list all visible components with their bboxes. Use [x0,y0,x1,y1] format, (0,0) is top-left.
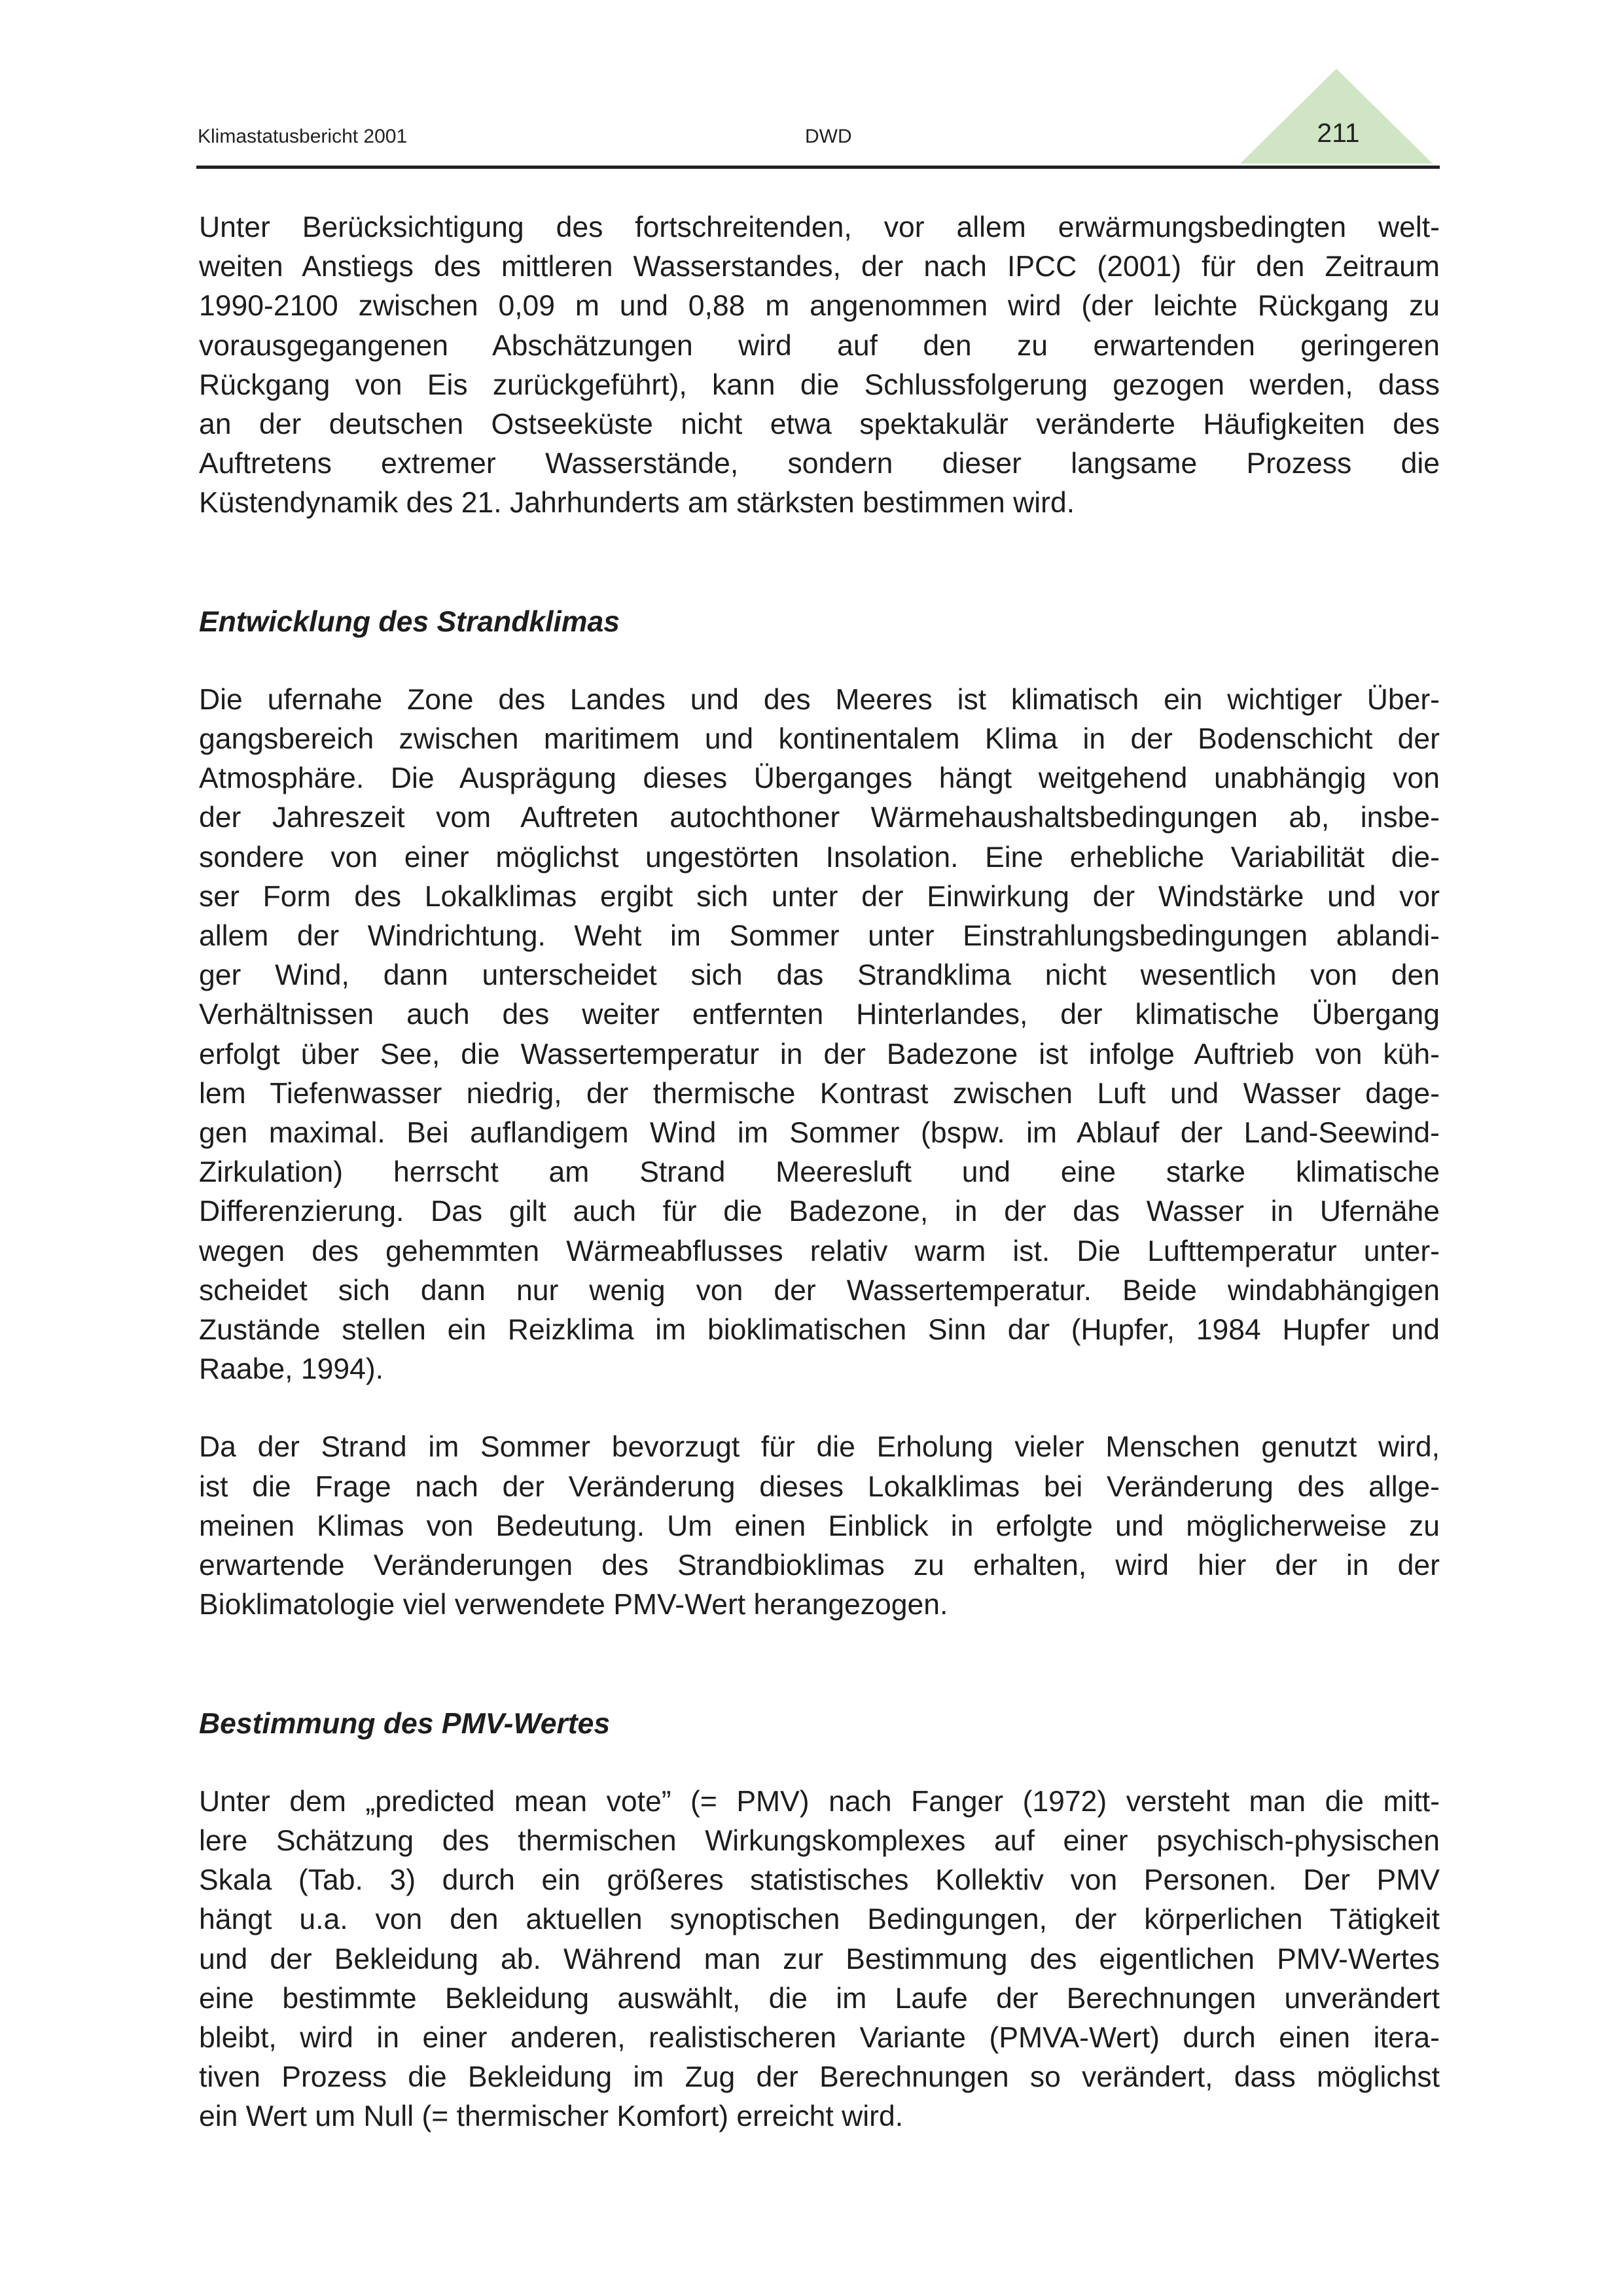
text-line: Raabe, 1994). [199,1353,384,1386]
strandklima-paragraph-1 [199,680,1440,1390]
text-line: Auftretens extremer Wasserstände, sondern dieser langsame Prozess die [199,448,1440,480]
text-line: tiven Prozess die Bekleidung im Zug der Berechnungen so verändert, dass möglichst [199,2061,1440,2094]
text-line: bleibt, wird in einer anderen, realistischeren Variante (PMVA-Wert) durch einen itera- [199,2021,1440,2054]
text-line: Rückgang von Eis zurückgeführt), kann die Schlussfolgerung gezogen werden, dass [199,368,1440,401]
publisher-label: DWD [805,126,852,147]
text-line: gangsbereich zwischen maritimem und kontinentalem Klima in der Bodenschicht der [199,723,1440,756]
text-line: ser Form des Lokalklimas ergibt sich unter der Einwirkung der Windstärke und vor [199,880,1440,913]
text-line: eine bestimmte Bekleidung auswählt, die im Laufe der Berechnungen unverändert [199,1982,1440,2015]
page-number: 211 [1317,118,1360,148]
document-body [199,208,1440,2137]
section-heading-pmv: Bestimmung des PMV-Wertes [199,1707,611,1740]
text-line: erfolgt über See, die Wassertemperatur in der Badezone ist infolge Auftrieb von küh- [199,1038,1440,1070]
text-line: Küstendynamik des 21. Jahrhunderts am stärksten bestimmen wird. [199,487,1075,520]
text-line: Zustände stellen ein Reizklima im bioklimatischen Sinn dar (Hupfer, 1984 Hupfer und [199,1314,1440,1347]
text-line: Differenzierung. Das gilt auch für die Badezone, in der das Wasser in Ufernähe [199,1195,1440,1228]
text-line: allem der Windrichtung. Weht im Sommer unter Einstrahlungsbedingungen ablandi- [199,920,1440,953]
text-line: lem Tiefenwasser niedrig, der thermische Kontrast zwischen Luft und Wasser dage- [199,1077,1440,1110]
text-line: Skala (Tab. 3) durch ein größeres statistisches Kollektiv von Personen. Der PMV [199,1864,1440,1897]
section-heading-strandklima: Entwicklung des Strandklimas [199,605,620,638]
text-line: Da der Strand im Sommer bevorzugt für die Erholung vieler Menschen genutzt wird, [199,1431,1440,1464]
text-line: ist die Frage nach der Veränderung dieses Lokalklimas bei Veränderung des allge- [199,1470,1440,1503]
report-title: Klimastatusbericht 2001 [198,126,408,147]
text-line: Atmosphäre. Die Ausprägung dieses Überganges hängt weitgehend unabhängig von [199,762,1440,795]
page-number-triangle [1240,69,1433,164]
text-line: ger Wind, dann unterscheidet sich das Strandklima nicht wesentlich von den [199,959,1440,992]
text-line: Verhältnissen auch des weiter entfernten Hinterlandes, der klimatische Übergang [199,998,1440,1031]
text-line: Die ufernahe Zone des Landes und des Meeres ist klimatisch ein wichtiger Über- [199,683,1440,716]
text-line: sondere von einer möglichst ungestörten Insolation. Eine erhebliche Variabilität die- [199,841,1440,874]
text-line: Unter Berücksichtigung des fortschreitenden, vor allem erwärmungsbedingten welt- [199,211,1440,243]
text-line: Bioklimatologie viel verwendete PMV-Wert herangezogen. [199,1589,948,1621]
text-line: der Jahreszeit vom Auftreten autochthoner Wärmehaushaltsbedingungen ab, insbe- [199,802,1440,834]
text-line: ein Wert um Null (= thermischer Komfort) erreicht wird. [199,2100,904,2133]
text-line: hängt u.a. von den aktuellen synoptischen Bedingungen, der körperlichen Tätigkeit [199,1903,1440,1936]
pmv-paragraph [199,1782,1440,2137]
header-rule [196,166,1440,169]
text-line: Unter dem „predicted mean vote” (= PMV) nach Fanger (1972) versteht man die mitt- [199,1785,1440,1818]
text-line: 1990-2100 zwischen 0,09 m und 0,88 m angenommen wird (der leichte Rückgang zu [199,290,1440,323]
text-line: und der Bekleidung ab. Während man zur Bestimmung des eigentlichen PMV-Wertes [199,1943,1440,1975]
text-line: weiten Anstiegs des mittleren Wasserstandes, der nach IPCC (2001) für den Zeitraum [199,251,1440,283]
strandklima-paragraph-2 [199,1428,1440,1625]
text-line: Zirkulation) herrscht am Strand Meeresluft und eine starke klimatische [199,1156,1440,1189]
text-line: scheidet sich dann nur wenig von der Wassertemperatur. Beide windabhängigen [199,1274,1440,1307]
text-line: erwartende Veränderungen des Strandbioklimas zu erhalten, wird hier der in der [199,1549,1440,1582]
text-line: gen maximal. Bei auflandigem Wind im Sommer (bspw. im Ablauf der Land-Seewind- [199,1117,1440,1150]
text-line: meinen Klimas von Bedeutung. Um einen Einblick in erfolgte und möglicherweise zu [199,1510,1440,1542]
text-line: an der deutschen Ostseeküste nicht etwa spektakulär veränderte Häufigkeiten des [199,408,1440,441]
intro-paragraph [199,208,1440,523]
text-line: lere Schätzung des thermischen Wirkungskomplexes auf einer psychisch-physischen [199,1824,1440,1857]
page-header [196,118,1440,170]
text-line: wegen des gehemmten Wärmeabflusses relativ warm ist. Die Lufttemperatur unter- [199,1235,1440,1267]
text-line: vorausgegangenen Abschätzungen wird auf den zu erwartenden geringeren [199,329,1440,362]
